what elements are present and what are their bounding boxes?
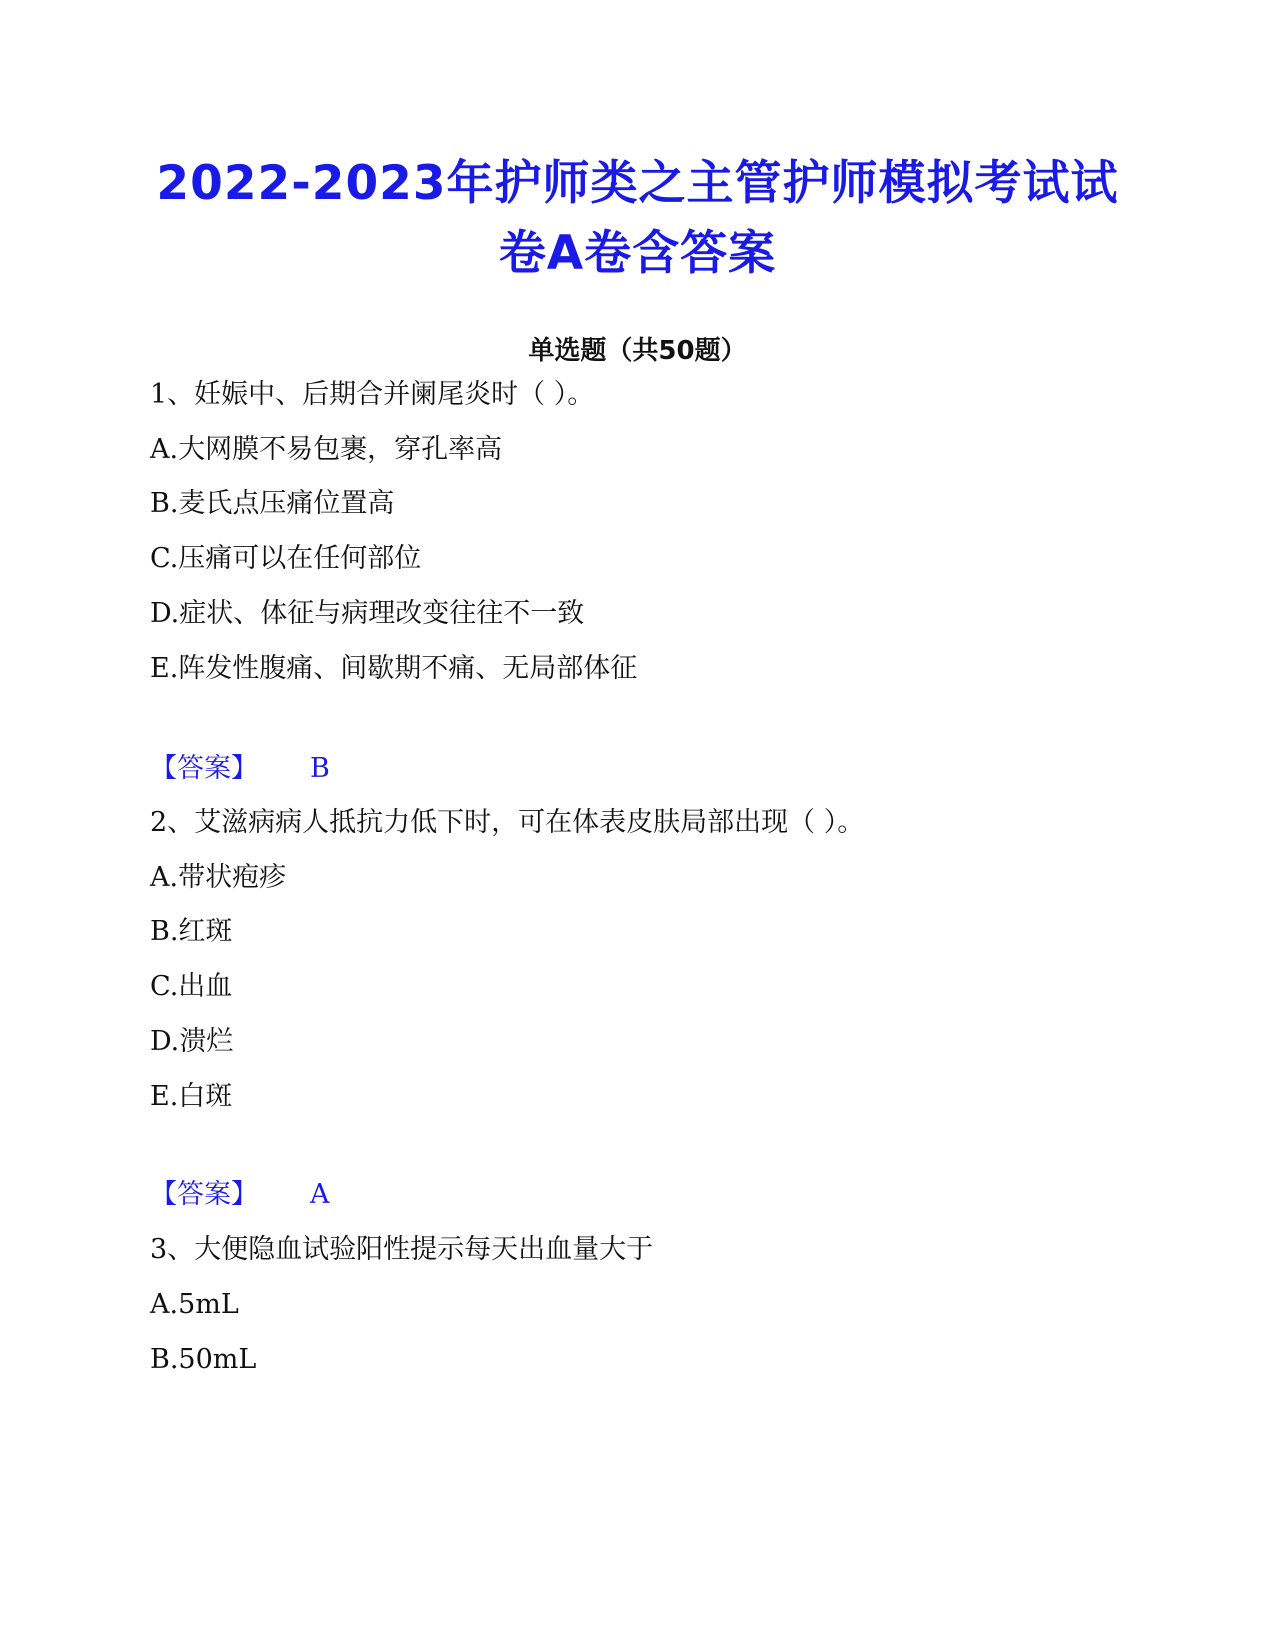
document-title-line-1: 2022-2023年护师类之主管护师模拟考试试 (156, 156, 1119, 211)
answer-label: 【答案】 (150, 1179, 258, 1210)
answer-label: 【答案】 (150, 753, 258, 784)
question-option: D.症状、体征与病理改变往往不一致 (150, 598, 585, 629)
answer-value: B (310, 753, 330, 784)
question-option: A.5mL (150, 1289, 239, 1320)
question-option: E.阵发性腹痛、间歇期不痛、无局部体征 (150, 653, 638, 684)
question-stem: 2、艾滋病病人抵抗力低下时，可在体表皮肤局部出现（ ）。 (150, 807, 865, 838)
question-stem: 1、妊娠中、后期合并阑尾炎时（ ）。 (150, 379, 595, 410)
question-option: B.50mL (150, 1344, 257, 1375)
section-heading: 单选题（共50题） (528, 336, 747, 366)
question-option: B.红斑 (150, 916, 233, 947)
question-option: E.白斑 (150, 1081, 233, 1112)
answer-line (150, 753, 330, 784)
question-option: A.带状疱疹 (150, 862, 287, 893)
document-title-line-2: 卷A卷含答案 (498, 226, 777, 281)
answer-value: A (310, 1179, 330, 1210)
question-option: C.压痛可以在任何部位 (150, 543, 422, 574)
question-option: C.出血 (150, 971, 233, 1002)
question-option: B.麦氏点压痛位置高 (150, 488, 395, 519)
question-option: A.大网膜不易包裹，穿孔率高 (150, 434, 503, 465)
question-stem: 3、大便隐血试验阳性提示每天出血量大于 (150, 1234, 654, 1265)
question-option: D.溃烂 (150, 1026, 234, 1057)
answer-line (150, 1179, 330, 1210)
